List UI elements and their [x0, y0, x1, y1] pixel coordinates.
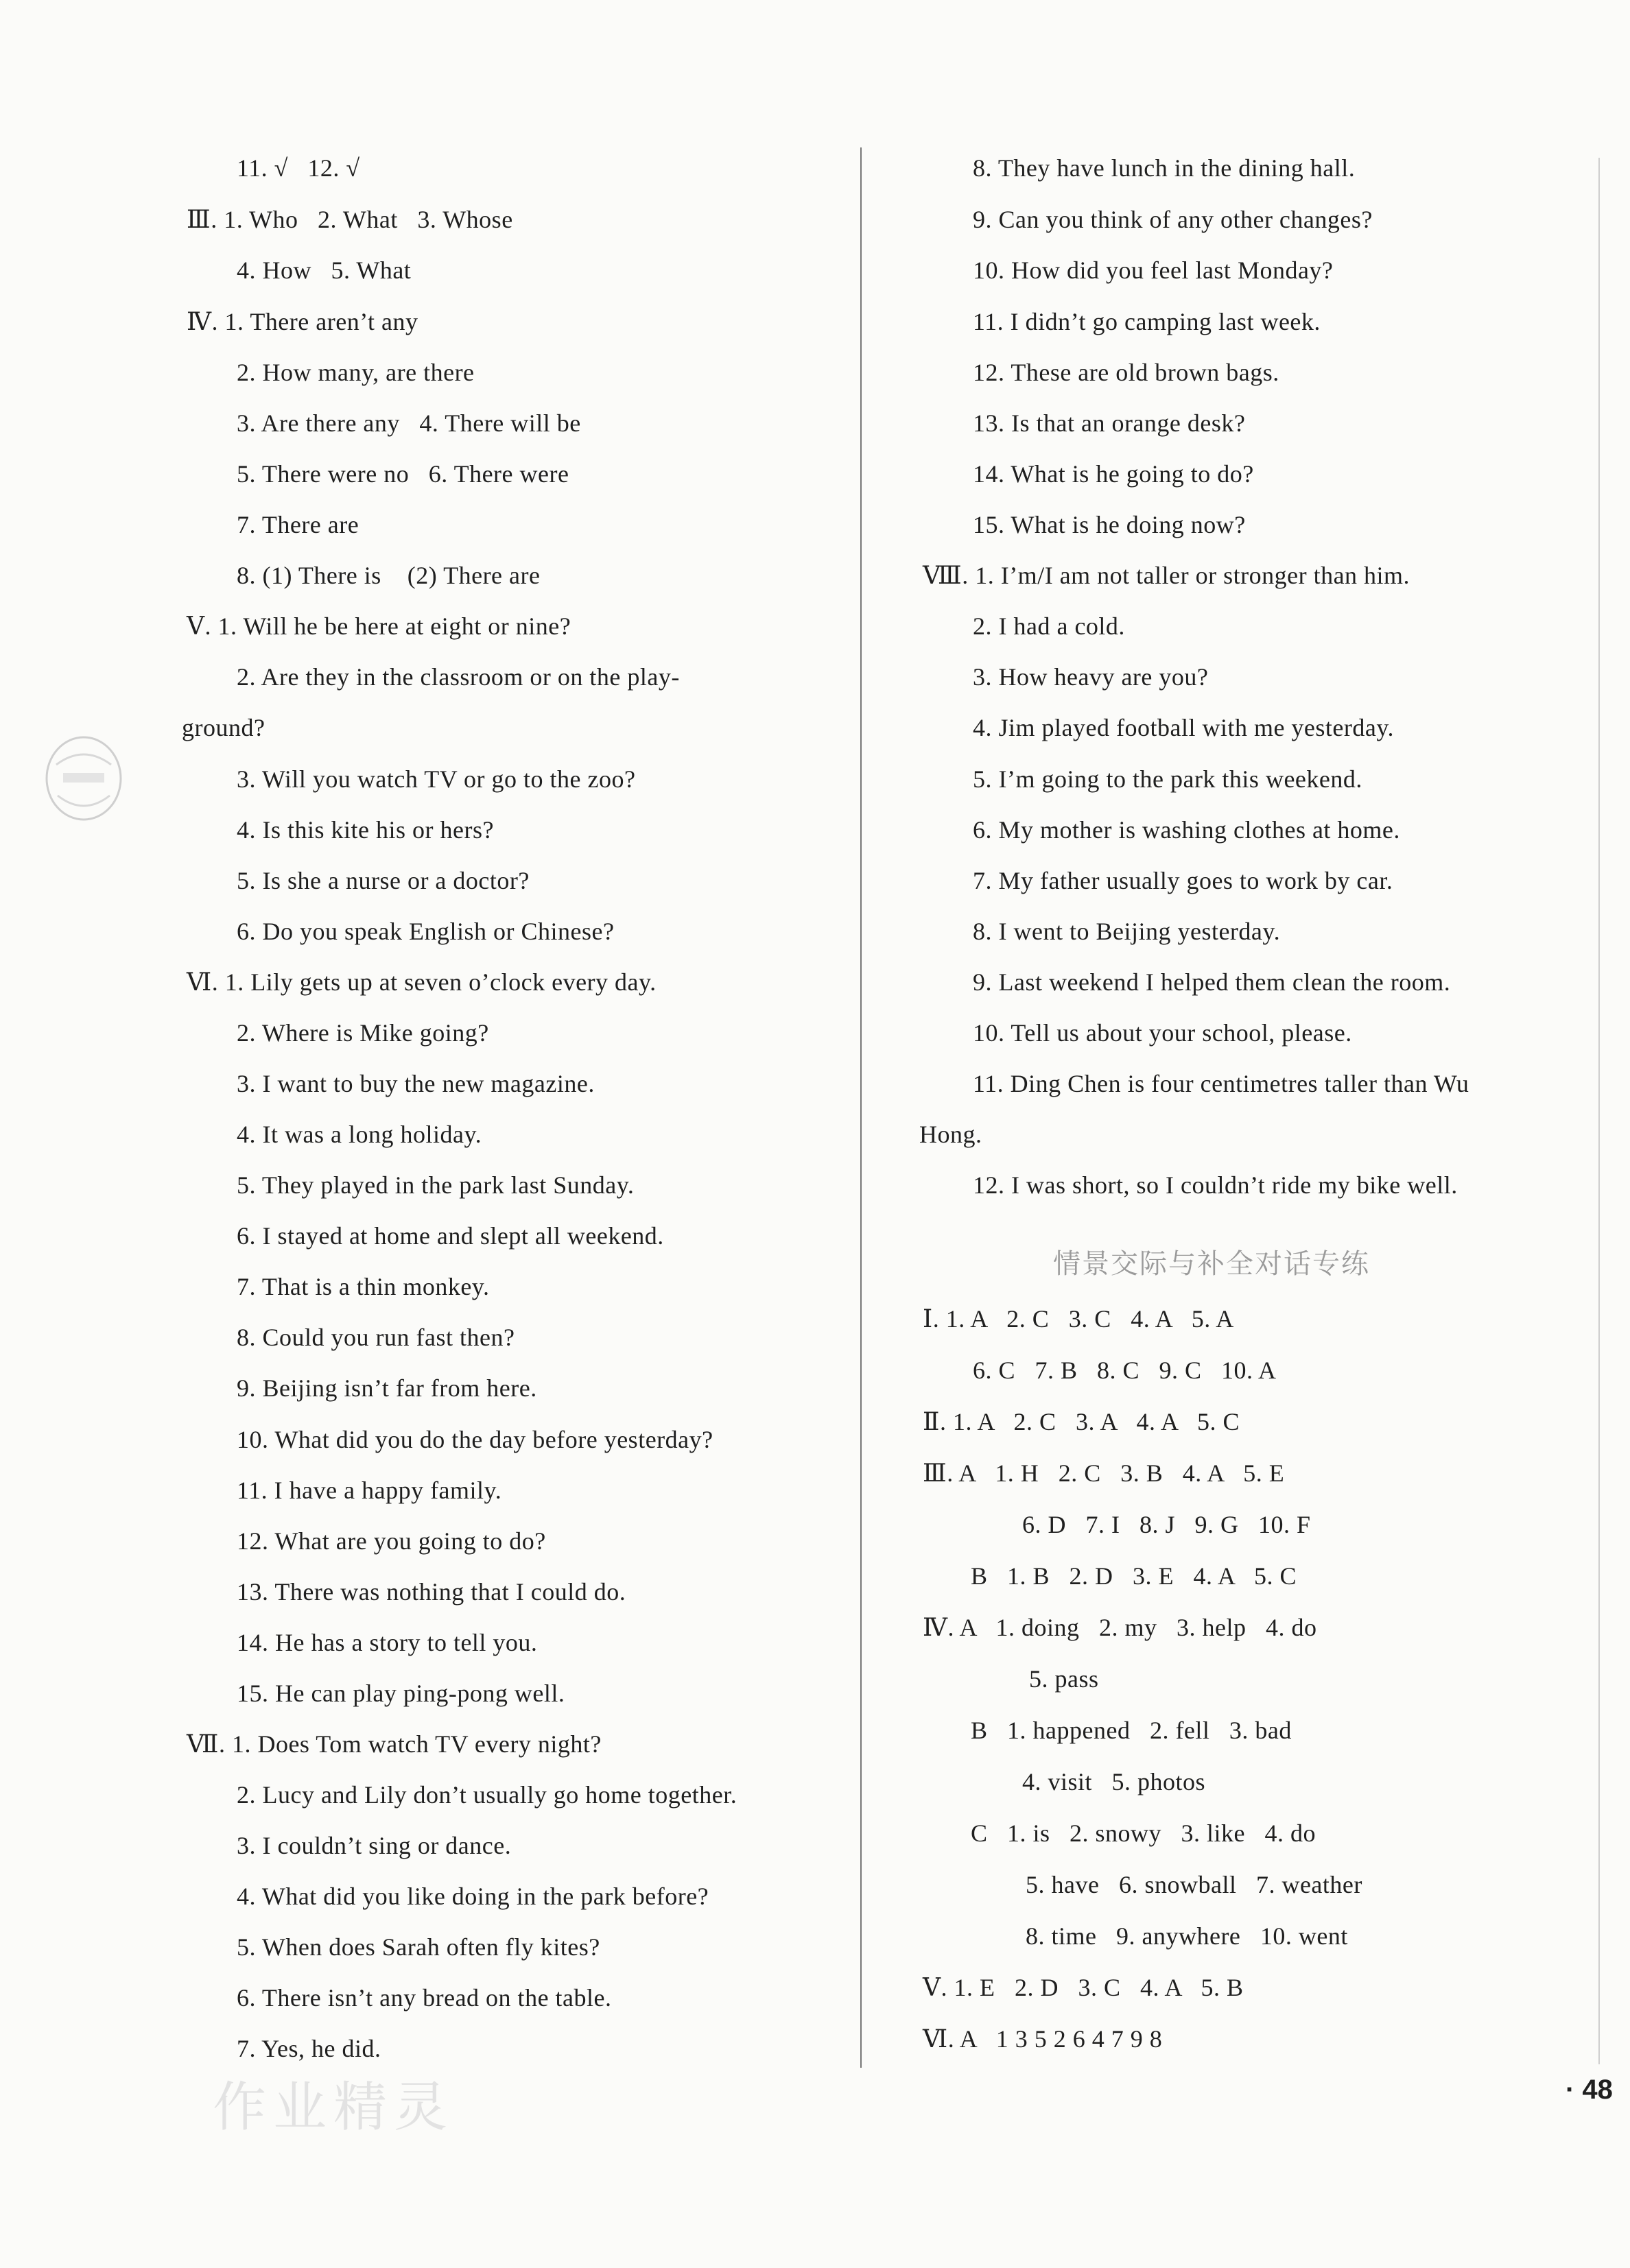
answer-line: Ⅵ. 1. Lily gets up at seven o’clock every day.: [187, 968, 657, 996]
answer-line: 15. What is he doing now?: [973, 511, 1246, 538]
answer-line: Ⅱ. 1. A 2. C 3. A 4. A 5. C: [923, 1408, 1240, 1435]
answer-line: 12. These are old brown bags.: [973, 359, 1279, 386]
answer-line: 4. It was a long holiday.: [237, 1121, 482, 1148]
answer-line: 6. My mother is washing clothes at home.: [973, 816, 1400, 844]
answer-line: 3. How heavy are you?: [973, 663, 1209, 691]
section-title: 情景交际与补全对话专练: [1053, 1248, 1370, 1280]
answer-line: 11. √ 12. √: [237, 154, 360, 182]
answer-line: Ⅲ. 1. Who 2. What 3. Whose: [187, 206, 513, 233]
answer-line: 4. Jim played football with me yesterday.: [973, 714, 1395, 741]
page-edge-line: [1598, 158, 1600, 2064]
answer-line: 13. Is that an orange desk?: [973, 409, 1246, 437]
answer-line: 4. visit 5. photos: [1022, 1768, 1206, 1795]
answer-line: 6. There isn’t any bread on the table.: [237, 1984, 612, 2012]
answer-line: 8. time 9. anywhere 10. went: [1026, 1922, 1348, 1950]
answer-line: 2. Are they in the classroom or on the play-: [237, 663, 680, 691]
answer-line: 5. I’m going to the park this weekend.: [973, 765, 1362, 793]
answer-line: Hong.: [919, 1121, 982, 1148]
answer-line: Ⅳ. A 1. doing 2. my 3. help 4. do: [923, 1614, 1317, 1641]
answer-line: 5. They played in the park last Sunday.: [237, 1171, 635, 1199]
answer-line: 7. Yes, he did.: [237, 2035, 381, 2062]
stamp-logo-icon: [43, 730, 125, 826]
answer-line: 2. Lucy and Lily don’t usually go home together.: [237, 1781, 737, 1809]
answer-line: 3. I want to buy the new magazine.: [237, 1070, 595, 1097]
answer-line: C 1. is 2. snowy 3. like 4. do: [971, 1819, 1316, 1847]
answer-line: 12. I was short, so I couldn’t ride my bike well.: [973, 1171, 1458, 1199]
answer-line: Ⅴ. 1. E 2. D 3. C 4. A 5. B: [923, 1974, 1244, 2001]
answer-line: 10. What did you do the day before yesterday?: [237, 1426, 713, 1453]
answer-line: 15. He can play ping-pong well.: [237, 1680, 565, 1707]
answer-line: 11. Ding Chen is four centimetres taller than Wu: [973, 1070, 1469, 1097]
answer-line: 13. There was nothing that I could do.: [237, 1578, 626, 1605]
answer-line: 2. Where is Mike going?: [237, 1019, 489, 1047]
answer-line: B 1. happened 2. fell 3. bad: [971, 1717, 1292, 1744]
answer-line: 7. That is a thin monkey.: [237, 1273, 490, 1300]
answer-line: 7. There are: [237, 511, 359, 538]
answer-line: 9. Beijing isn’t far from here.: [237, 1374, 537, 1402]
answer-line: 8. (1) There is (2) There are: [237, 562, 541, 589]
answer-line: 4. What did you like doing in the park before?: [237, 1883, 709, 1910]
answer-line: Ⅲ. A 1. H 2. C 3. B 4. A 5. E: [923, 1459, 1285, 1487]
answer-line: Ⅶ. 1. Does Tom watch TV every night?: [187, 1730, 602, 1758]
answer-line: 6. I stayed at home and slept all weekend.: [237, 1222, 664, 1250]
answer-line: 3. Are there any 4. There will be: [237, 409, 581, 437]
answer-line: 6. D 7. I 8. J 9. G 10. F: [1022, 1511, 1311, 1538]
answer-line: Ⅴ. 1. Will he be here at eight or nine?: [187, 612, 571, 640]
answer-line: 6. C 7. B 8. C 9. C 10. A: [973, 1357, 1277, 1384]
answer-line: 11. I have a happy family.: [237, 1477, 502, 1504]
page-number: · 48: [1566, 2075, 1613, 2105]
answer-line: Ⅰ. 1. A 2. C 3. C 4. A 5. A: [923, 1305, 1234, 1333]
answer-line: 5. Is she a nurse or a doctor?: [237, 867, 530, 894]
answer-line: Ⅵ. A 1 3 5 2 6 4 7 9 8: [923, 2025, 1163, 2053]
answer-line: 3. I couldn’t sing or dance.: [237, 1832, 512, 1859]
answer-line: 8. They have lunch in the dining hall.: [973, 154, 1356, 182]
answer-line: 14. He has a story to tell you.: [237, 1629, 538, 1656]
answer-line: 11. I didn’t go camping last week.: [973, 308, 1321, 335]
answer-line: 4. How 5. What: [237, 256, 412, 284]
answer-line: 5. have 6. snowball 7. weather: [1026, 1871, 1362, 1898]
answer-line: 3. Will you watch TV or go to the zoo?: [237, 765, 636, 793]
answer-line: 4. Is this kite his or hers?: [237, 816, 494, 844]
answer-line: 8. I went to Beijing yesterday.: [973, 918, 1281, 945]
answer-line: Ⅳ. 1. There aren’t any: [187, 308, 418, 335]
answer-line: B 1. B 2. D 3. E 4. A 5. C: [971, 1562, 1297, 1590]
answer-line: 2. I had a cold.: [973, 612, 1125, 640]
answer-line: ground?: [182, 714, 265, 741]
answer-line: 5. pass: [1029, 1665, 1099, 1693]
answer-line: Ⅷ. 1. I’m/I am not taller or stronger than him.: [923, 562, 1410, 589]
answer-line: 7. My father usually goes to work by car.: [973, 867, 1393, 894]
answer-line: 9. Can you think of any other changes?: [973, 206, 1373, 233]
answer-line: 10. How did you feel last Monday?: [973, 256, 1334, 284]
answer-line: 5. There were no 6. There were: [237, 460, 569, 488]
answer-line: 12. What are you going to do?: [237, 1527, 546, 1555]
answer-line: 8. Could you run fast then?: [237, 1324, 515, 1351]
column-divider: [860, 147, 862, 2068]
answer-line: 6. Do you speak English or Chinese?: [237, 918, 615, 945]
answer-line: 2. How many, are there: [237, 359, 475, 386]
watermark: 作业精灵: [213, 2077, 455, 2138]
answer-line: 9. Last weekend I helped them clean the room.: [973, 968, 1451, 996]
answer-line: 10. Tell us about your school, please.: [973, 1019, 1352, 1047]
answer-line: 14. What is he going to do?: [973, 460, 1254, 488]
answer-line: 5. When does Sarah often fly kites?: [237, 1933, 600, 1961]
